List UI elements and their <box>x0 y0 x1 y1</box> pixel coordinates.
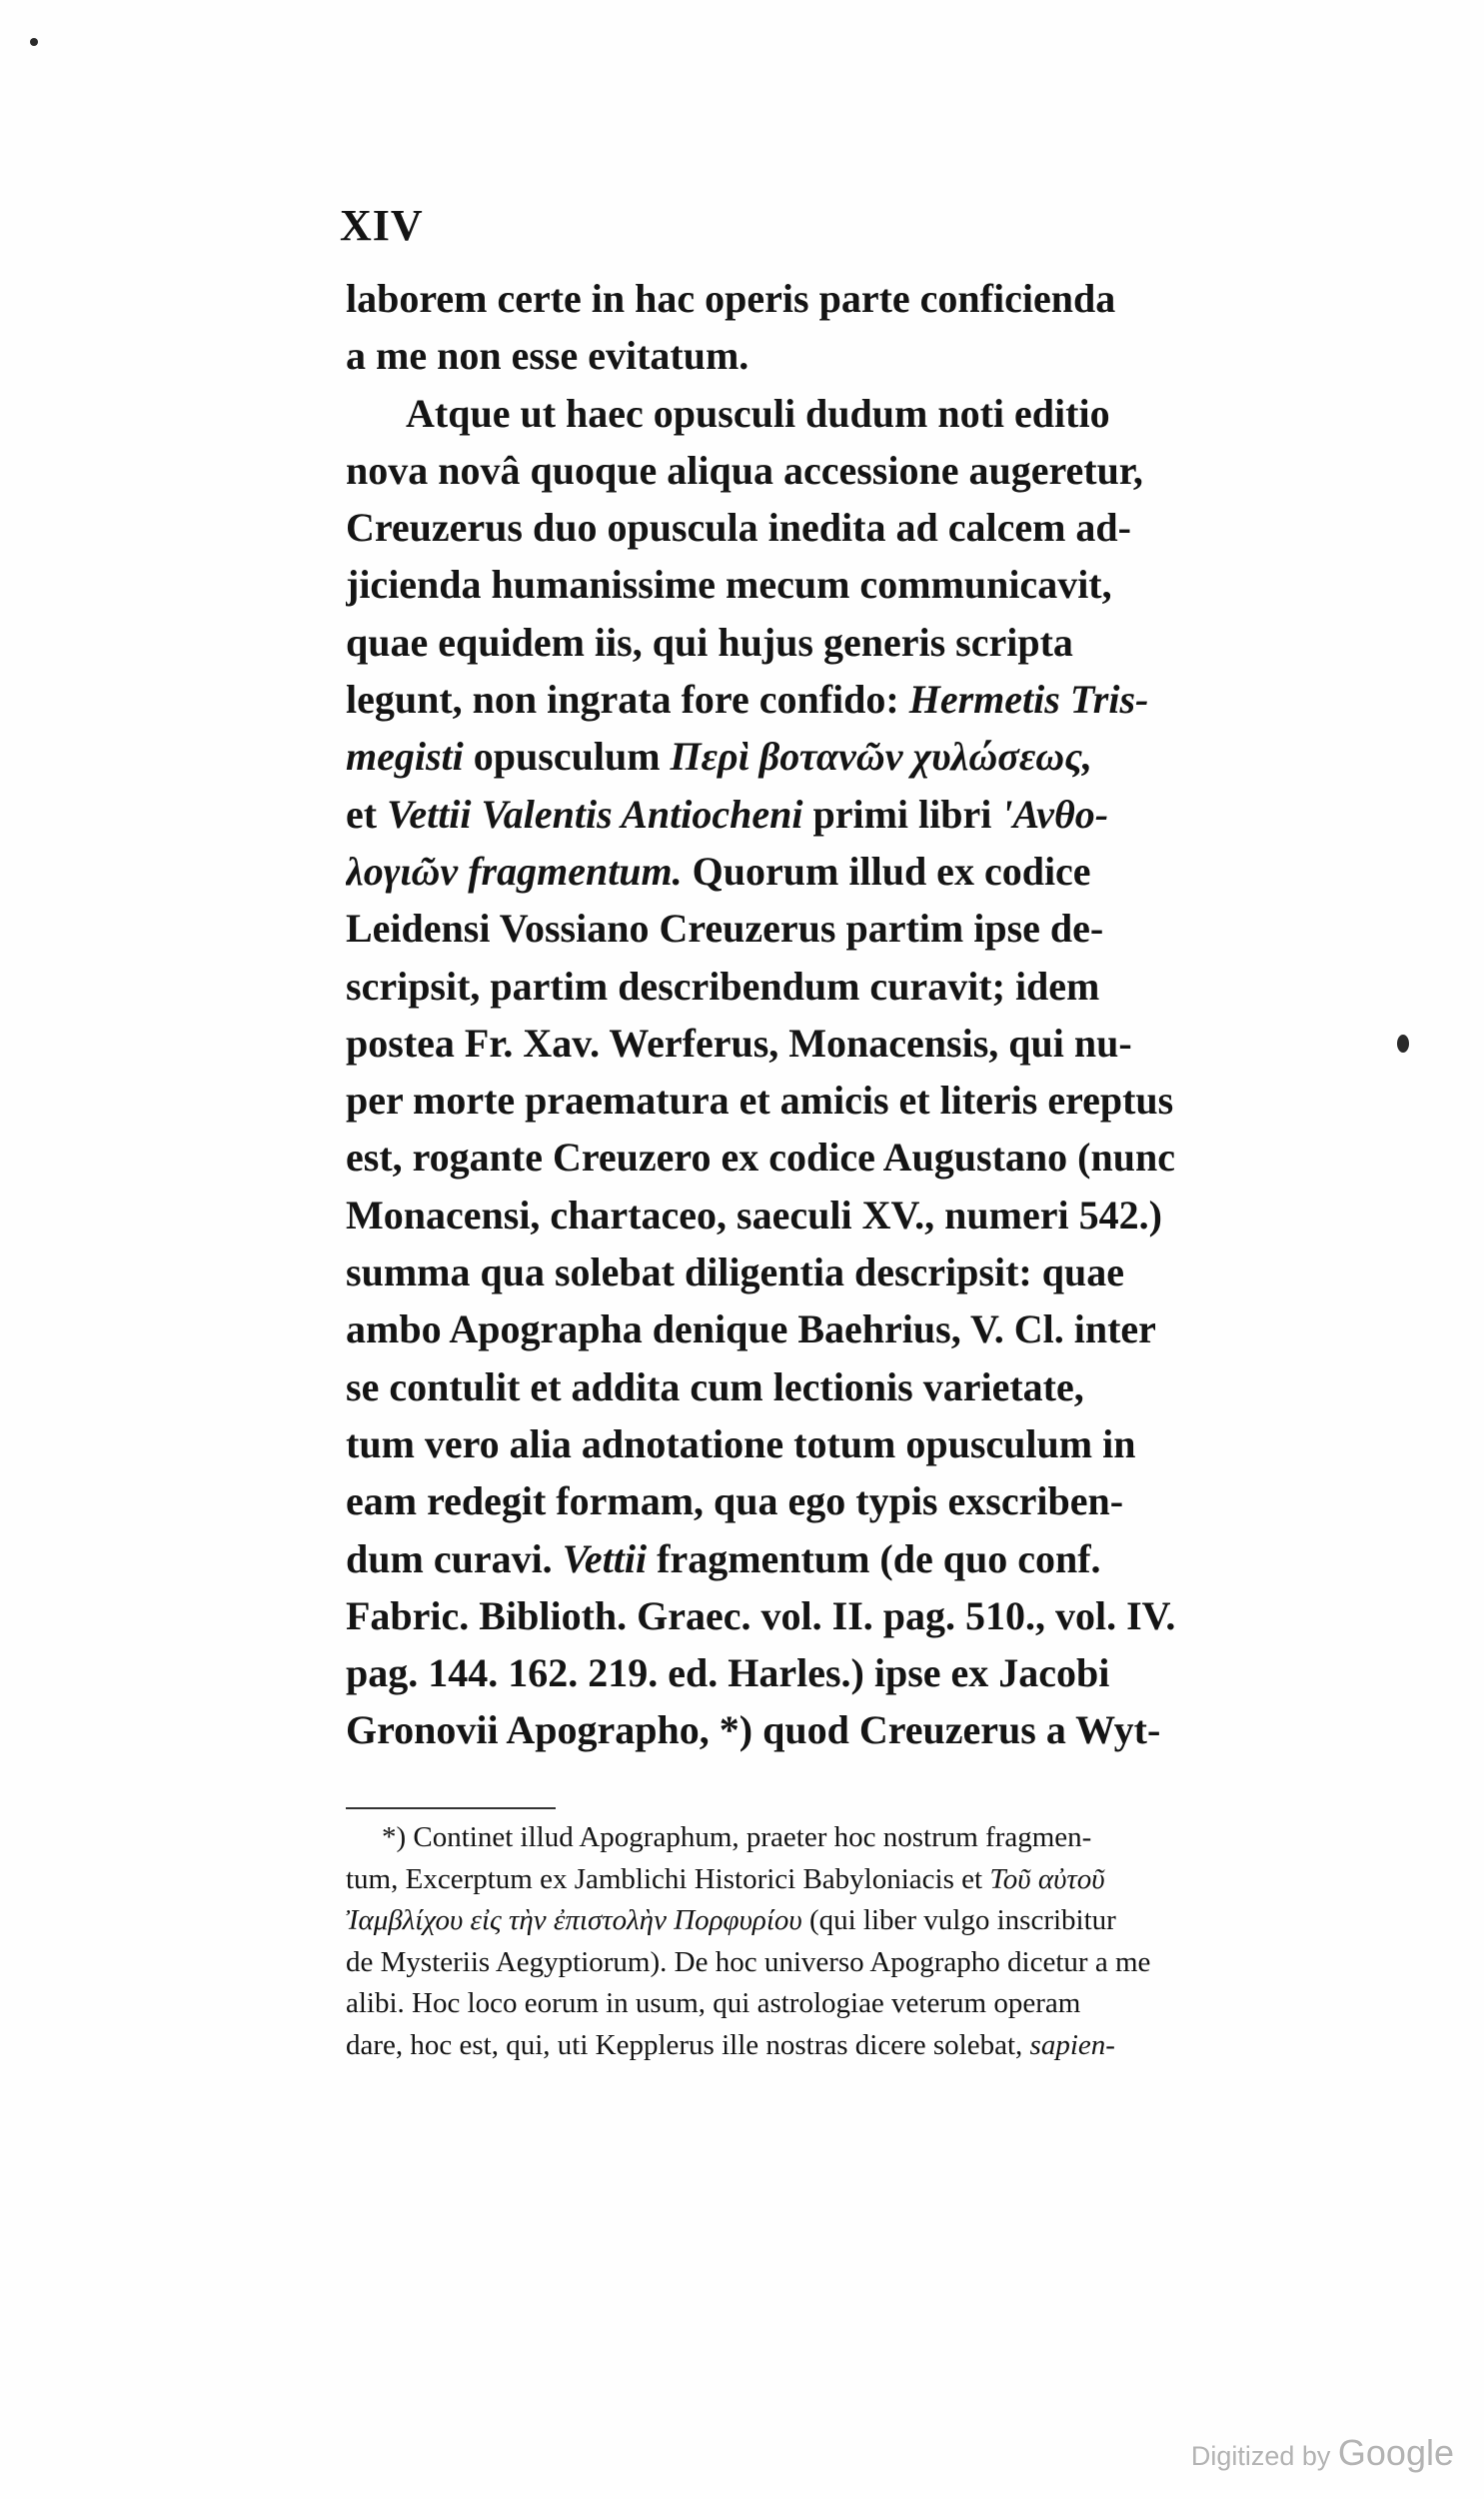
footnote-line <box>346 2025 1305 2067</box>
scan-speck <box>30 38 38 46</box>
text-segment: dum curavi. <box>346 1535 563 1581</box>
watermark-prefix: Digitized by <box>1190 2441 1331 2471</box>
text-line <box>346 1129 1305 1186</box>
text-segment: Atque ut haec opusculi dudum noti editio <box>406 390 1110 436</box>
text-line <box>346 958 1305 1015</box>
text-segment: a me non esse evitatum. <box>346 333 749 379</box>
text-segment: quae equidem iis, qui hujus generis scripta <box>346 619 1073 665</box>
text-segment: Quorum illud ex codice <box>682 848 1091 894</box>
footnote-line <box>346 1900 1305 1942</box>
italic-text: megisti <box>346 734 464 780</box>
body-text <box>346 270 1305 1759</box>
text-line <box>346 270 1305 327</box>
italic-text: Περὶ βοτανῶν χυλώσεως, <box>670 734 1093 780</box>
text-segment: ambo Apographa denique Baehrius, V. Cl. inter <box>346 1306 1156 1352</box>
text-line <box>346 1587 1305 1644</box>
text-segment: primi libri <box>802 791 1002 837</box>
text-line <box>346 786 1305 843</box>
watermark-brand: Google <box>1337 2432 1454 2473</box>
text-line <box>346 671 1305 728</box>
footnote-line <box>346 1817 1305 1859</box>
text-segment: summa qua solebat diligentia descripsit: quae <box>346 1250 1124 1295</box>
text-line <box>346 385 1305 442</box>
text-line <box>346 1530 1305 1587</box>
text-segment: Creuzerus duo opuscula inedita ad calcem ad- <box>346 505 1131 551</box>
text-segment: opusculum <box>463 734 671 780</box>
text-segment: Monacensi, chartaceo, saeculi XV., numeri 542.) <box>346 1192 1162 1238</box>
text-segment: legunt, non ingrata fore confido: <box>346 677 909 723</box>
text-line <box>346 1644 1305 1701</box>
text-segment: (qui liber vulgo inscribitur <box>801 1904 1116 1936</box>
text-line <box>346 900 1305 957</box>
text-segment: de Mysteriis Aegyptiorum). De hoc universo Apographo dicetur a me <box>346 1945 1151 1978</box>
text-segment: se contulit et addita cum lectionis varietate, <box>346 1363 1084 1409</box>
text-segment: Fabric. Biblioth. Graec. vol. II. pag. 510., vol. IV. <box>346 1592 1176 1638</box>
italic-text: Ἰαμβλίχου εἰς τὴν ἐπιστολὴν Πορφυρίου <box>346 1904 802 1936</box>
page-number: XIV <box>340 201 424 250</box>
text-line <box>346 499 1305 556</box>
text-segment: dare, hoc est, qui, uti Kepplerus ille nostras dicere solebat, <box>346 2028 1030 2061</box>
text-segment: tum vero alia adnotatione totum opusculum in <box>346 1420 1136 1466</box>
text-line <box>346 1701 1305 1758</box>
text-segment: alibi. Hoc loco eorum in usum, qui astrologiae veterum operam <box>346 1987 1081 2019</box>
text-line <box>346 1472 1305 1529</box>
text-segment: eam redegit formam, qua ego typis exscriben- <box>346 1478 1124 1524</box>
text-segment: fragmentum (de quo conf. <box>647 1535 1101 1581</box>
text-segment: Leidensi Vossiano Creuzerus partim ipse de- <box>346 906 1104 952</box>
italic-text: λογιῶν fragmentum. <box>346 848 683 894</box>
text-segment: postea Fr. Xav. Werferus, Monacensis, qui nu- <box>346 1020 1132 1066</box>
text-line <box>346 1244 1305 1300</box>
text-line <box>346 1015 1305 1072</box>
text-segment: Gronovii Apographo, *) quod Creuzerus a Wyt- <box>346 1707 1161 1753</box>
italic-text: sapien- <box>1029 2028 1115 2061</box>
text-line <box>346 1072 1305 1129</box>
text-line <box>346 614 1305 671</box>
text-segment: jicienda humanissime mecum communicavit, <box>346 562 1112 608</box>
text-line <box>346 1300 1305 1357</box>
footnote-line <box>346 1859 1305 1901</box>
italic-text: Vettii Valentis Antiocheni <box>387 791 803 837</box>
italic-text: 'Ανθο- <box>1001 791 1109 837</box>
text-segment: et <box>346 791 388 837</box>
text-line <box>346 327 1305 384</box>
footnote-line <box>346 1983 1305 2025</box>
text-segment: est, rogante Creuzero ex codice Augustano (nunc <box>346 1135 1175 1181</box>
text-segment: per morte praematura et amicis et literis ereptus <box>346 1078 1174 1124</box>
text-segment: scripsit, partim describendum curavit; idem <box>346 963 1100 1009</box>
text-line <box>346 843 1305 900</box>
italic-text: Τοῦ αὐτοῦ <box>989 1862 1105 1895</box>
footnote-line <box>346 1942 1305 1984</box>
text-segment: laborem certe in hac operis parte conficienda <box>346 276 1116 321</box>
text-line <box>346 1358 1305 1415</box>
text-line <box>346 556 1305 613</box>
scan-speck <box>1397 1035 1409 1053</box>
text-line <box>346 1187 1305 1244</box>
footnote-rule <box>346 1807 556 1809</box>
text-line <box>346 1415 1305 1472</box>
italic-text: Hermetis Tris- <box>908 677 1149 723</box>
text-segment: tum, Excerptum ex Jamblichi Historici Babyloniacis et <box>346 1862 990 1895</box>
text-segment: nova novâ quoque aliqua accessione augeretur, <box>346 447 1143 493</box>
footnote <box>346 1817 1305 2066</box>
text-segment: *) Continet illud Apographum, praeter hoc nostrum fragmen- <box>382 1821 1092 1853</box>
digitized-watermark <box>1191 2432 1454 2474</box>
text-segment: pag. 144. 162. 219. ed. Harles.) ipse ex Jacobi <box>346 1650 1110 1696</box>
text-line <box>346 728 1305 785</box>
italic-text: Vettii <box>562 1535 648 1581</box>
text-line <box>346 442 1305 499</box>
